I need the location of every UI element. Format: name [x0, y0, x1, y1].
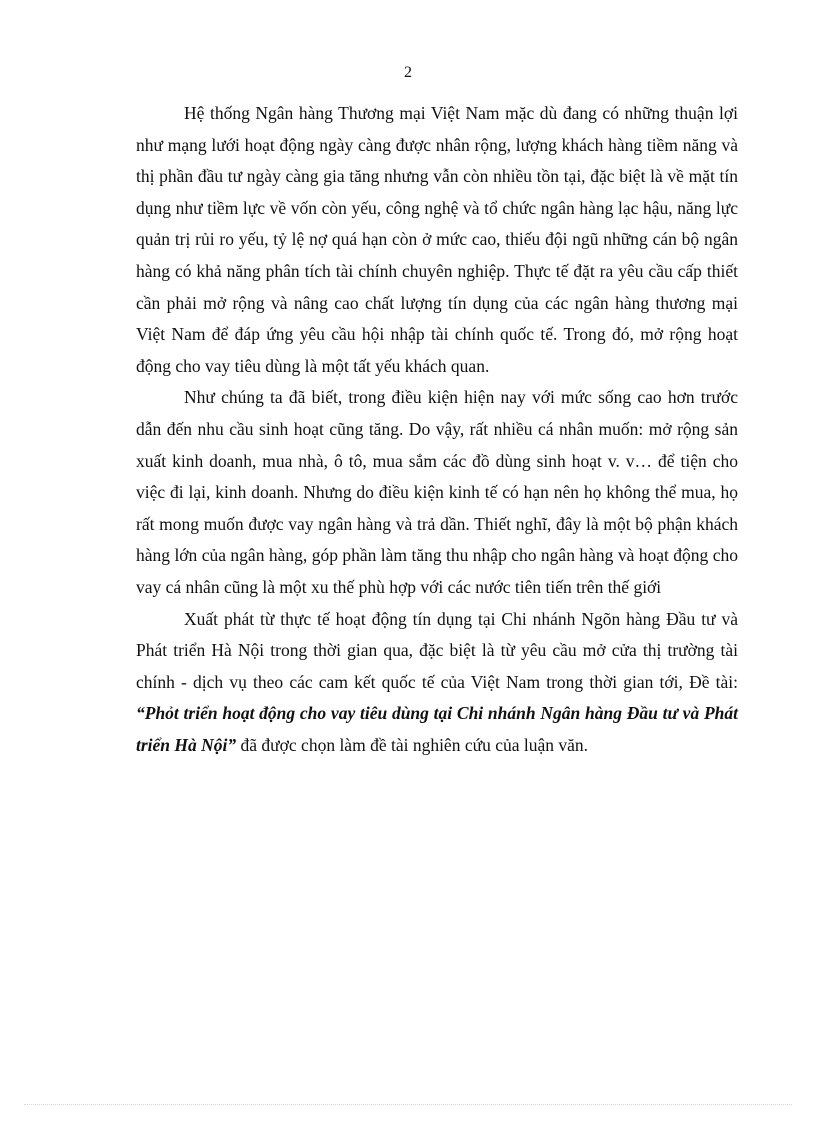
footer-divider [24, 1104, 792, 1105]
paragraph-consumer-needs: Như chúng ta đã biết, trong điều kiện hiện nay với mức sống cao hơn trước dẫn đến nhu cầu sinh hoạt cũng tăng. Do vậy, rất nhiều cá nhân muốn: mở rộng sản xuất kinh doanh, mua nhà, ô tô, mua sắm các đồ dùng sinh hoạt v. v… để tiện cho việc đi lại, kinh doanh. Nhưng do điều kiện kinh tế có hạn nên họ không thể mua, họ rất mong muốn được vay ngân hàng và trả dần. Thiết nghĩ, đây là một bộ phận khách hàng lớn của ngân hàng, góp phần làm tăng thu nhập cho ngân hàng và hoạt động cho vay cá nhân cũng là một xu thế phù hợp với các nước tiên tiến trên thế giới [136, 387, 738, 597]
page-number: 2 [404, 64, 412, 81]
paragraph-banking-challenges: Hệ thống Ngân hàng Thương mại Việt Nam mặc dù đang có những thuận lợi như mạng lưới hoạt động ngày càng được nhân rộng, lượng khách hàng tiềm năng và thị phần đầu tư ngày càng gia tăng nhưng vẫn còn nhiều tồn tại, đặc biệt là về mặt tín dụng như tiềm lực về vốn còn yếu, công nghệ và tổ chức ngân hàng lạc hậu, năng lực quản trị rủi ro yếu, tỷ lệ nợ quá hạn còn ở mức cao, thiếu đội ngũ những cán bộ ngân hàng có khả năng phân tích tài chính chuyên nghiệp. Thực tế đặt ra yêu cầu cấp thiết cần phải mở rộng và nâng cao chất lượng tín dụng của các ngân hàng thương mại Việt Nam để đáp ứng yêu cầu hội nhập tài chính quốc tế. Trong đó, mở rộng hoạt động cho vay tiêu dùng là một tất yếu khách quan. [136, 103, 738, 376]
body-text [136, 98, 738, 761]
thesis-title: “Phỏt triển hoạt động cho vay tiêu dùng tại Chi nhánh Ngân hàng Đầu tư và Phát triển Hà Nội” [136, 703, 738, 755]
topic-outro-text: đã được chọn làm đề tài nghiên cứu của luận văn. [236, 734, 589, 755]
topic-intro-text: Xuất phát từ thực tế hoạt động tín dụng tại Chi nhánh Ngõn hàng Đầu tư và Phát triển Hà Nội trong thời gian qua, đặc biệt là từ yêu cầu mở cửa thị trường tài chính - dịch vụ theo các cam kết quốc tế của Việt Nam trong thời gian tới, Đề tài: [136, 608, 738, 692]
paragraph-thesis-topic [136, 604, 738, 762]
